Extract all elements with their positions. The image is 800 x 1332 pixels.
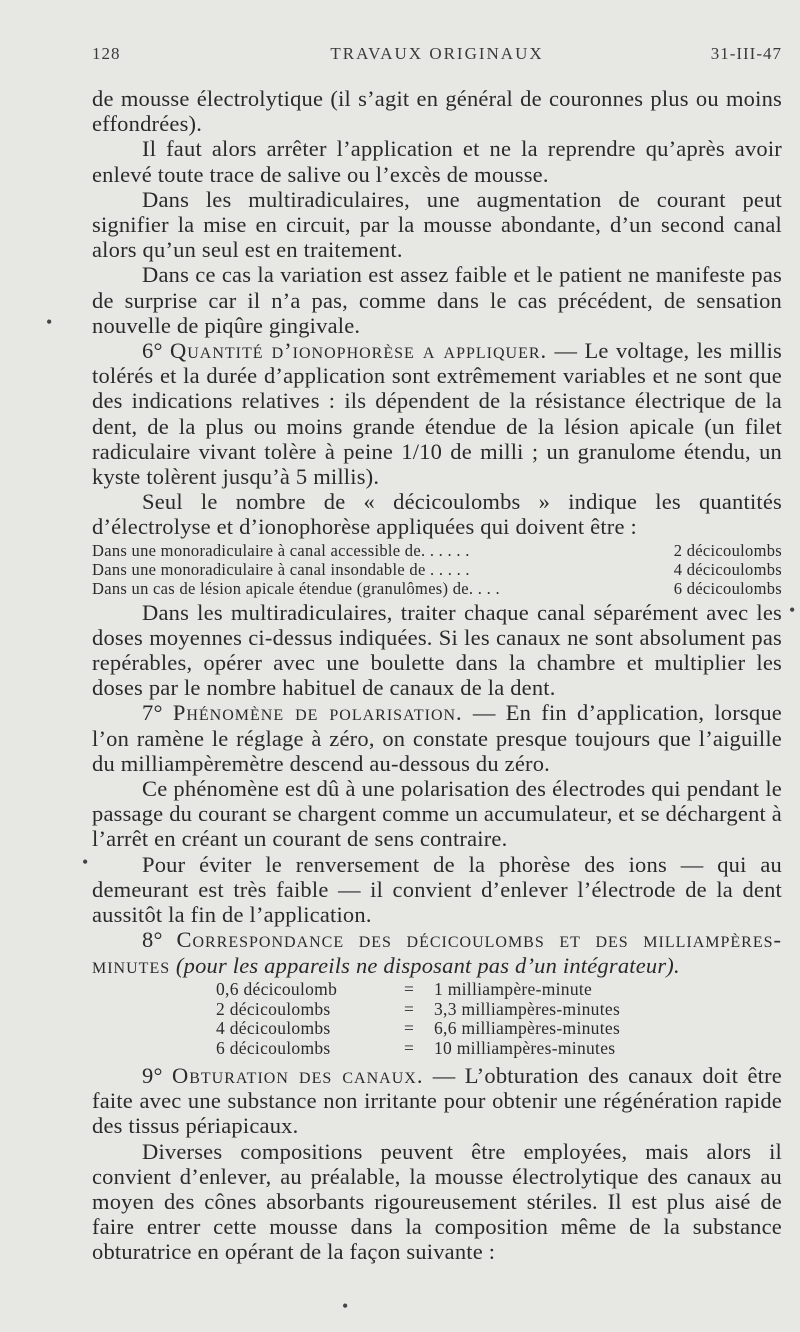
section-number: 7° [142, 700, 163, 726]
page-number: 128 [92, 44, 121, 63]
section-text: — L’obturation des canaux doit être faite avec une substance non irritante pour obtenir une régénération rapide des tissus périapicaux. [92, 1062, 782, 1139]
section-number: 6° [142, 338, 163, 364]
table-cell-milliamperes: 6,6 milliampères-minutes [434, 1018, 621, 1039]
table-cell-dose: 4 décicoulombs [673, 559, 782, 579]
table-cell-decicoulombs: 4 décicoulombs [216, 1018, 331, 1039]
table-row [92, 560, 782, 579]
table-cell-equals: = [404, 1038, 415, 1059]
margin-dot: • [46, 312, 53, 332]
conversion-table [216, 980, 782, 1059]
table-cell-equals: = [404, 978, 415, 999]
table-cell-decicoulombs: 2 décicoulombs [216, 998, 331, 1019]
table-row [216, 1039, 782, 1059]
paragraph: Dans les multiradiculaires, traiter chaque canal séparément avec les doses moyennes ci-dessus indiquées. Si les canaux ne sont absolument pas repérables, opérer avec une boulette dans la chambre et multiplier les doses par le nombre habituel de canaux de la dent. [92, 599, 782, 701]
paragraph: Dans ce cas la variation est assez faible et le patient ne manifeste pas de surprise car il n’a pas, comme dans le cas précédent, de sensation nouvelle de piqûre gingivale. [92, 262, 782, 338]
table-cell-equals: = [404, 998, 415, 1019]
table-cell-milliamperes: 1 milliampère-minute [434, 978, 593, 999]
table-row [216, 1000, 782, 1020]
table-cell-case: Dans un cas de lésion apicale étendue (granulômes) de. . . . [92, 578, 500, 598]
section-number: 8° [142, 927, 163, 953]
table-row [92, 579, 782, 598]
paragraph: Pour éviter le renversement de la phorèse des ions — qui au demeurant est très faible — il convient d’enlever l’électrode de la dent aussitôt la fin de l’application. [92, 851, 782, 928]
running-title: TRAVAUX ORIGINAUX [330, 44, 544, 63]
section-note: (pour les appareils ne disposant pas d’un intégrateur). [170, 952, 680, 978]
article-body [92, 86, 782, 1265]
section-heading: Obturation des canaux. [171, 1062, 424, 1088]
table-cell-case: Dans une monoradiculaire à canal insondable de . . . . . [92, 559, 470, 579]
section-text: — En fin d’application, lorsque l’on ramène le réglage à zéro, on constate presque toujours que l’aiguille du milliampèremètre descend au-dessous du zéro. [92, 700, 782, 776]
margin-dot: • [342, 1296, 349, 1316]
table-cell-decicoulombs: 6 décicoulombs [216, 1038, 331, 1059]
table-cell-equals: = [404, 1018, 415, 1039]
paragraph: Diverses compositions peuvent être employées, mais alors il convient d’enlever, au préalable, la mousse électrolytique des canaux au moyen des cônes absorbants rigoureusement stériles. Il est plus aisé de faire entrer cette mousse dans la composition même de la substance obturatrice en opérant de la façon suivante : [92, 1138, 782, 1265]
section-8 [92, 927, 782, 977]
dose-table [92, 541, 782, 598]
margin-dot: • [82, 852, 89, 872]
table-cell-dose: 6 décicoulombs [673, 578, 782, 598]
table-cell-case: Dans une monoradiculaire à canal accessible de. . . . . . [92, 540, 470, 560]
section-heading: Phénomène de polarisation. [172, 700, 463, 726]
table-cell-decicoulombs: 0,6 décicoulomb [216, 978, 338, 999]
table-cell-milliamperes: 10 milliampères-minutes [434, 1038, 616, 1059]
paragraph: de mousse électrolytique (il s’agit en général de couronnes plus ou moins effondrées). [92, 86, 782, 137]
issue-date: 31-III-47 [710, 44, 782, 63]
table-cell-milliamperes: 3,3 milliampères-minutes [434, 998, 621, 1019]
section-6 [92, 338, 782, 489]
table-row [216, 980, 782, 1000]
section-7 [92, 700, 782, 776]
section-heading: Correspondance des décicoulombs et des milliampères-minutes [92, 927, 782, 978]
table-row [92, 541, 782, 560]
section-9 [92, 1063, 782, 1139]
section-number: 9° [142, 1062, 163, 1088]
section-heading: Quantité d’ionophorèse a appliquer. [169, 338, 548, 364]
section-text: — Le voltage, les millis tolérés et la durée d’application sont extrêmement variables et ne sont que des indications relatives : ils dépendent de la résistance électrique de la dent, de la plus ou moins grande étendue de la lésion apicale (un filet radiculaire vivant tolère à peine 1/10 de milli ; un granulome étendu, un kyste tolèrent jusqu’à 5 millis). [92, 338, 783, 490]
paragraph: Ce phénomène est dû à une polarisation des électrodes qui pendant le passage du courant se chargent comme un accumulateur, et se déchargent à l’arrêt en créant un courant de sens contraire. [92, 776, 782, 852]
table-cell-dose: 2 décicoulombs [673, 540, 782, 560]
paragraph: Seul le nombre de « décicoulombs » indique les quantités d’électrolyse et d’ionophorèse appliquées qui doivent être : [92, 489, 782, 540]
paragraph: Dans les multiradiculaires, une augmentation de courant peut signifier la mise en circuit, par la mousse abondante, d’un second canal alors qu’un seul est en traitement. [92, 186, 782, 263]
paragraph: Il faut alors arrêter l’application et ne la reprendre qu’après avoir enlevé toute trace de salive ou l’excès de mousse. [92, 136, 782, 187]
table-row [216, 1019, 782, 1039]
margin-dot: • [789, 600, 796, 620]
